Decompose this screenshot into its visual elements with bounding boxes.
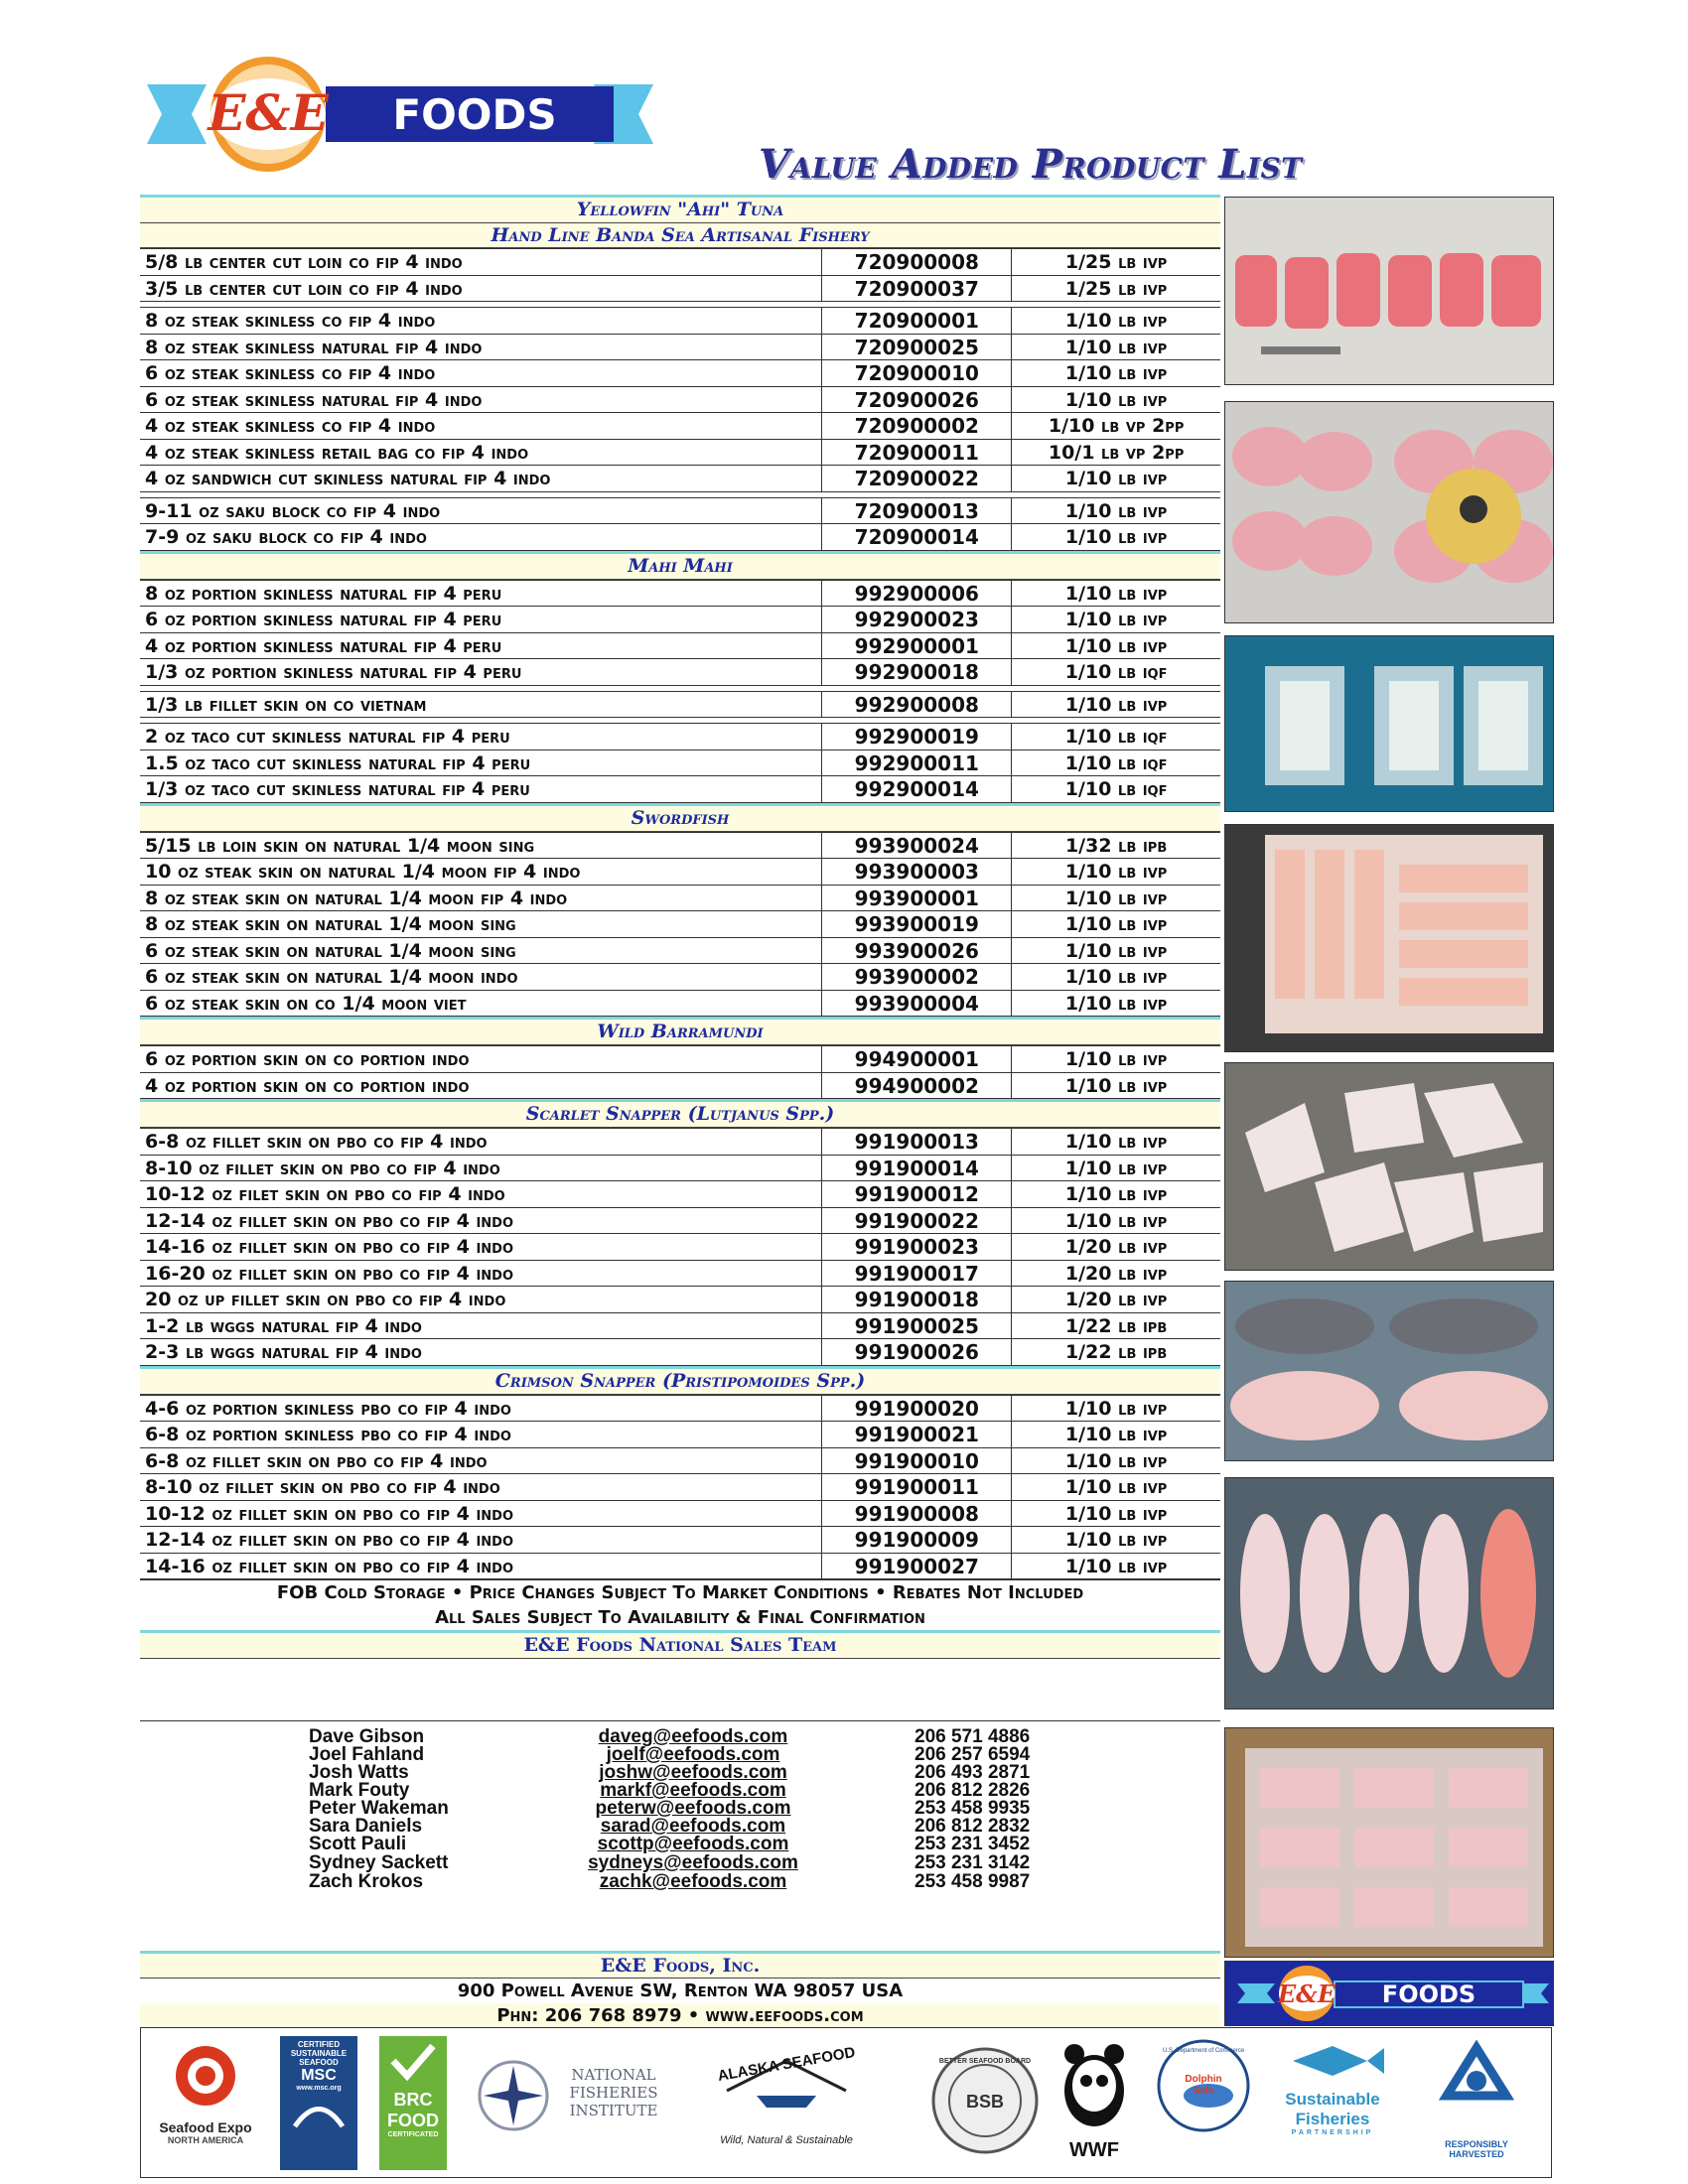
product-description: 8-10 oz fillet skin on pbo co fip 4 indo [140, 1474, 822, 1500]
pack-size: 1/20 lb ivp [1064, 1262, 1168, 1285]
product-description: 4 oz sandwich cut skinless natural fip 4 indo [140, 466, 822, 491]
table-row [140, 1313, 1220, 1340]
product-description: 6 oz steak skin on co 1/4 moon viet [140, 991, 822, 1017]
pack-size: 1/10 lb ivp [1064, 861, 1168, 883]
team-member-email[interactable]: joshw@eefoods.com [599, 1762, 787, 1783]
section-title: Mahi Mahi [140, 551, 1220, 580]
product-table [140, 195, 1220, 1659]
photo-fillets-in-box [1224, 1727, 1554, 1958]
product-code: 993900026 [822, 938, 1012, 964]
product-description: 6-8 oz portion skinless pbo co fip 4 indo [140, 1422, 822, 1447]
table-row [140, 911, 1220, 938]
alaska-seafood-logo: ALASKA SEAFOOD Wild, Natural & Sustainable [716, 2043, 857, 2146]
product-code: 993900002 [822, 964, 1012, 990]
product-code: 992900001 [822, 633, 1012, 659]
pack-size: 1/10 lb ivp [1064, 939, 1168, 962]
pack-size: 1/10 lb ivp [1064, 582, 1168, 605]
table-row [140, 360, 1220, 387]
product-description: 8 oz steak skin on natural 1/4 moon fip 4 indo [140, 886, 822, 911]
brc-food-logo: BRC FOOD CERTIFICATED [379, 2036, 447, 2170]
photo-swordfish-loins [1224, 824, 1554, 1052]
product-description: 12-14 oz fillet skin on pbo co fip 4 indo [140, 1527, 822, 1553]
table-row [140, 751, 1220, 777]
table-row [140, 659, 1220, 686]
table-row [140, 1073, 1220, 1100]
product-code: 720900025 [822, 335, 1012, 360]
pack-size: 1/10 lb ivp [1064, 1449, 1168, 1472]
product-description: 6 oz steak skin on natural 1/4 moon sing [140, 938, 822, 964]
section-title: Swordfish [140, 803, 1220, 832]
product-code: 720900013 [822, 498, 1012, 524]
sales-team-title: E&E Foods National Sales Team [140, 1630, 1220, 1659]
product-description: 1.5 oz taco cut skinless natural fip 4 peru [140, 751, 822, 776]
product-code: 992900008 [822, 692, 1012, 718]
pack-size: 1/10 lb ivp [1064, 609, 1168, 630]
product-description: 8 oz portion skinless natural fip 4 peru [140, 581, 822, 607]
product-code: 992900006 [822, 581, 1012, 607]
team-member-name: Joel Fahland [309, 1744, 425, 1765]
product-description: 8 oz steak skinless natural fip 4 indo [140, 335, 822, 360]
table-row [140, 580, 1220, 608]
pack-size: 1/10 lb ivp [1064, 1502, 1168, 1525]
product-description: 6-8 oz fillet skin on pbo co fip 4 indo [140, 1129, 822, 1155]
product-code: 991900011 [822, 1474, 1012, 1500]
team-member-email[interactable]: joelf@eefoods.com [606, 1744, 780, 1765]
pack-size: 1/10 lb ivp [1064, 887, 1168, 909]
team-member-email[interactable]: scottp@eefoods.com [597, 1834, 789, 1854]
table-row [140, 466, 1220, 492]
team-member-phone: 206 571 4886 [914, 1726, 1031, 1747]
team-member-phone: 253 458 9935 [914, 1798, 1031, 1819]
product-description: 10-12 oz filet skin on pbo co fip 4 indo [140, 1181, 822, 1207]
pack-size: 1/10 lb ivp [1064, 1555, 1168, 1577]
team-member-name: Peter Wakeman [309, 1798, 449, 1819]
photo-mahi-portions [1224, 635, 1554, 812]
footer-logo-box [1224, 1961, 1554, 2026]
product-description: 6 oz steak skinless co fip 4 indo [140, 360, 822, 386]
product-code: 991900010 [822, 1448, 1012, 1474]
section-title: Yellowfin "Ahi" Tuna [140, 195, 1220, 223]
photo-barramundi-portions [1224, 1062, 1554, 1271]
seafood-expo-logo: Seafood Expo NORTH AMERICA [151, 2036, 260, 2170]
product-description: 3/5 lb center cut loin co fip 4 indo [140, 276, 822, 302]
pack-size: 1/20 lb ivp [1064, 1236, 1168, 1258]
pack-size: 1/10 lb iqf [1064, 726, 1168, 748]
product-description: 6 oz portion skin on co portion indo [140, 1046, 822, 1072]
product-code: 991900018 [822, 1287, 1012, 1312]
team-member-row [140, 1869, 1220, 1894]
table-row [140, 964, 1220, 991]
product-code: 991900013 [822, 1129, 1012, 1155]
product-description: 4-6 oz portion skinless pbo co fip 4 indo [140, 1396, 822, 1422]
product-description: 14-16 oz fillet skin on pbo co fip 4 indo [140, 1554, 822, 1579]
team-member-email[interactable]: sarad@eefoods.com [600, 1816, 786, 1837]
pack-size: 1/10 lb ivp [1064, 388, 1168, 411]
product-description: 4 oz steak skinless retail bag co fip 4 indo [140, 440, 822, 466]
pack-size: 1/10 lb iqf [1064, 661, 1168, 683]
dolphin-safe-logo: U.S. Department of Commerce Dolphin Safe [1154, 2036, 1253, 2170]
product-code: 991900014 [822, 1156, 1012, 1181]
pack-size: 10/1 lb vp 2pp [1048, 441, 1185, 464]
national-fisheries-institute-logo: NATIONAL FISHERIES INSTITUTE [474, 2036, 672, 2170]
section-title: Crimson Snapper (Pristipomoides Spp.) [140, 1366, 1220, 1395]
product-description: 14-16 oz fillet skin on pbo co fip 4 indo [140, 1234, 822, 1260]
product-description: 1-2 lb wggs natural fip 4 indo [140, 1313, 822, 1339]
table-row [140, 307, 1220, 335]
product-code: 991900021 [822, 1422, 1012, 1447]
product-description: 4 oz portion skin on co portion indo [140, 1073, 822, 1099]
team-member-email[interactable]: peterw@eefoods.com [595, 1798, 791, 1819]
pack-size: 1/10 lb ivp [1064, 336, 1168, 358]
product-description: 4 oz portion skinless natural fip 4 peru [140, 633, 822, 659]
table-row [140, 1448, 1220, 1475]
product-description: 2-3 lb wggs natural fip 4 indo [140, 1339, 822, 1365]
table-row [140, 1208, 1220, 1235]
company-footer [140, 1951, 1220, 2028]
section-subtitle: Hand Line Banda Sea Artisanal Fishery [140, 223, 1220, 248]
pack-size: 1/10 lb ivp [1064, 526, 1168, 548]
msc-logo: CERTIFIED SUSTAINABLE SEAFOOD MSC www.msc.org [280, 2036, 357, 2170]
team-member-name: Mark Fouty [309, 1780, 410, 1801]
product-description: 8 oz steak skin on natural 1/4 moon sing [140, 911, 822, 937]
product-code: 992900014 [822, 776, 1012, 802]
product-description: 6-8 oz fillet skin on pbo co fip 4 indo [140, 1448, 822, 1474]
product-code: 991900009 [822, 1527, 1012, 1553]
table-row [140, 387, 1220, 414]
product-description: 6 oz portion skinless natural fip 4 peru [140, 607, 822, 632]
product-code: 720900002 [822, 413, 1012, 439]
logo-foods-text: FOODS [392, 90, 557, 139]
pack-size: 1/10 lb ivp [1064, 1424, 1168, 1445]
product-code: 993900004 [822, 991, 1012, 1017]
pack-size: 1/10 lb ivp [1064, 1131, 1168, 1153]
table-row [140, 1339, 1220, 1366]
photo-tuna-steaks [1224, 401, 1554, 623]
company-address: 900 Powell Avenue SW, Renton WA 98057 USA [457, 1980, 904, 2001]
product-code: 991900025 [822, 1313, 1012, 1339]
product-code: 991900012 [822, 1181, 1012, 1207]
pack-size: 1/10 lb ivp [1064, 362, 1168, 384]
product-code: 993900001 [822, 886, 1012, 911]
footer-logo-foods-text: FOODS [1381, 1980, 1477, 2008]
product-code: 720900037 [822, 276, 1012, 302]
wwf-panda-logo: WWF [1055, 2036, 1134, 2170]
table-row [140, 413, 1220, 440]
team-member-name: Zach Krokos [309, 1871, 424, 1892]
pack-size: 1/10 lb ivp [1064, 310, 1168, 332]
product-code: 720900026 [822, 387, 1012, 413]
product-description: 6 oz steak skin on natural 1/4 moon indo [140, 964, 822, 990]
pack-size: 1/25 lb ivp [1064, 277, 1168, 300]
product-code: 720900008 [822, 249, 1012, 275]
pack-size: 1/10 lb ivp [1064, 1476, 1168, 1498]
table-row [140, 1156, 1220, 1182]
product-code: 720900011 [822, 440, 1012, 466]
table-row [140, 1422, 1220, 1448]
table-row [140, 991, 1220, 1018]
product-code: 991900022 [822, 1208, 1012, 1234]
table-row [140, 607, 1220, 633]
table-row [140, 938, 1220, 965]
product-code: 992900011 [822, 751, 1012, 776]
sales-team-list [140, 1720, 1220, 1952]
product-description: 7-9 oz saku block co fip 4 indo [140, 524, 822, 550]
product-description: 12-14 oz fillet skin on pbo co fip 4 indo [140, 1208, 822, 1234]
better-seafood-board-logo: BETTER SEAFOOD BOARD BSB [930, 2036, 1040, 2170]
team-member-email[interactable]: markf@eefoods.com [600, 1780, 786, 1801]
company-name: E&E Foods, Inc. [140, 1951, 1220, 1979]
product-code: 992900019 [822, 724, 1012, 750]
responsibly-harvested-logo: RESPONSIBLY HARVESTED [1417, 2036, 1536, 2170]
table-row [140, 497, 1220, 525]
table-row [140, 1474, 1220, 1501]
table-row [140, 776, 1220, 803]
team-member-phone: 253 231 3142 [914, 1852, 1031, 1873]
table-row [140, 1287, 1220, 1313]
product-description: 10 oz steak skin on natural 1/4 moon fip 4 indo [140, 859, 822, 885]
product-description: 2 oz taco cut skinless natural fip 4 peru [140, 724, 822, 750]
team-member-name: Sara Daniels [309, 1816, 423, 1837]
pack-size: 1/10 lb ivp [1064, 966, 1168, 988]
team-member-name: Dave Gibson [309, 1726, 425, 1747]
team-member-phone: 206 812 2826 [914, 1780, 1031, 1801]
team-member-phone: 206 257 6594 [914, 1744, 1031, 1765]
pack-size: 1/10 lb ivp [1064, 693, 1168, 716]
product-code: 991900020 [822, 1396, 1012, 1422]
product-description: 4 oz steak skinless co fip 4 indo [140, 413, 822, 439]
page-title: Value Added Product List [759, 141, 1303, 188]
table-row [140, 1045, 1220, 1073]
table-row [140, 440, 1220, 467]
team-member-phone: 253 231 3452 [914, 1834, 1031, 1854]
table-row [140, 1554, 1220, 1580]
table-row [140, 832, 1220, 860]
product-description: 8 oz steak skinless co fip 4 indo [140, 308, 822, 334]
pack-size: 1/25 lb ivp [1064, 251, 1168, 273]
pack-size: 1/10 lb ivp [1064, 1074, 1168, 1097]
product-code: 991900026 [822, 1339, 1012, 1365]
team-member-name: Josh Watts [309, 1762, 409, 1783]
pack-size: 1/10 lb ivp [1064, 1048, 1168, 1070]
team-member-email[interactable]: sydneys@eefoods.com [588, 1852, 798, 1873]
table-row [140, 524, 1220, 551]
product-code: 992900023 [822, 607, 1012, 632]
pack-size: 1/22 lb ipb [1064, 1341, 1168, 1363]
pack-size: 1/10 lb iqf [1064, 778, 1168, 800]
pack-size: 1/32 lb ipb [1064, 834, 1168, 857]
table-row [140, 723, 1220, 751]
photo-crimson-snapper-fillets [1224, 1477, 1554, 1709]
table-row [140, 1527, 1220, 1554]
pack-size: 1/10 lb ivp [1064, 1183, 1168, 1205]
product-code: 991900027 [822, 1554, 1012, 1579]
table-row [140, 886, 1220, 912]
table-row [140, 1234, 1220, 1261]
terms-note: FOB Cold Storage • Price Changes Subject To Market Conditions • Rebates Not Included [140, 1579, 1220, 1605]
pack-size: 1/10 lb iqf [1064, 751, 1168, 774]
product-code: 720900014 [822, 524, 1012, 550]
product-code: 994900002 [822, 1073, 1012, 1099]
team-member-email[interactable]: daveg@eefoods.com [598, 1726, 788, 1747]
team-member-phone: 206 812 2832 [914, 1816, 1031, 1837]
table-row [140, 633, 1220, 660]
product-code: 993900003 [822, 859, 1012, 885]
product-description: 8-10 oz fillet skin on pbo co fip 4 indo [140, 1156, 822, 1181]
pack-size: 1/20 lb ivp [1064, 1289, 1168, 1310]
product-code: 992900018 [822, 659, 1012, 685]
team-member-name: Sydney Sackett [309, 1852, 449, 1873]
company-contact: Phn: 206 768 8979 • www.eefoods.com [140, 2003, 1220, 2028]
product-code: 720900022 [822, 466, 1012, 491]
product-code: 991900023 [822, 1234, 1012, 1260]
pack-size: 1/10 lb ivp [1064, 913, 1168, 935]
sustainable-fisheries-partnership-logo: Sustainable Fisheries PARTNERSHIP [1273, 2036, 1392, 2170]
pack-size: 1/10 lb vp 2pp [1048, 415, 1185, 437]
pack-size: 1/10 lb ivp [1064, 1157, 1168, 1179]
terms-note: All Sales Subject To Availability & Final Confirmation [435, 1607, 925, 1628]
product-code: 993900019 [822, 911, 1012, 937]
table-row [140, 1128, 1220, 1156]
product-code: 991900008 [822, 1501, 1012, 1527]
photo-scarlet-snapper-fillets [1224, 1281, 1554, 1461]
table-row [140, 1501, 1220, 1528]
table-row [140, 1395, 1220, 1423]
product-code: 994900001 [822, 1046, 1012, 1072]
section-title: Wild Barramundi [140, 1017, 1220, 1045]
pack-size: 1/10 lb ivp [1064, 1529, 1168, 1551]
pack-size: 1/10 lb ivp [1064, 499, 1168, 522]
product-description: 5/8 lb center cut loin co fip 4 indo [140, 249, 822, 275]
product-description: 5/15 lb loin skin on natural 1/4 moon sing [140, 833, 822, 859]
photo-tuna-loins [1224, 197, 1554, 385]
product-description: 16-20 oz fillet skin on pbo co fip 4 indo [140, 1261, 822, 1287]
table-row [140, 691, 1220, 719]
product-code: 720900001 [822, 308, 1012, 334]
product-description: 20 oz up fillet skin on pbo co fip 4 indo [140, 1287, 822, 1312]
product-code: 991900017 [822, 1261, 1012, 1287]
team-member-name: Scott Pauli [309, 1834, 407, 1854]
logo-ee-text: E&E [208, 83, 329, 142]
pack-size: 1/22 lb ipb [1064, 1314, 1168, 1337]
pack-size: 1/10 lb ivp [1064, 634, 1168, 657]
pack-size: 1/10 lb ivp [1064, 468, 1168, 489]
table-row [140, 859, 1220, 886]
table-row [140, 1181, 1220, 1208]
product-code: 720900010 [822, 360, 1012, 386]
product-description: 6 oz steak skinless natural fip 4 indo [140, 387, 822, 413]
team-member-email[interactable]: zachk@eefoods.com [599, 1871, 787, 1892]
product-description: 1/3 oz taco cut skinless natural fip 4 peru [140, 776, 822, 802]
product-code: 993900024 [822, 833, 1012, 859]
table-row [140, 335, 1220, 361]
ee-foods-logo [147, 55, 653, 174]
product-description: 10-12 oz fillet skin on pbo co fip 4 indo [140, 1501, 822, 1527]
pack-size: 1/10 lb ivp [1064, 1397, 1168, 1420]
table-row [140, 248, 1220, 276]
product-description: 9-11 oz saku block co fip 4 indo [140, 498, 822, 524]
product-description: 1/3 lb fillet skin on co vietnam [140, 692, 822, 718]
pack-size: 1/10 lb ivp [1064, 1209, 1168, 1232]
team-member-phone: 206 493 2871 [914, 1762, 1031, 1783]
product-description: 1/3 oz portion skinless natural fip 4 peru [140, 659, 822, 685]
certification-logos [140, 2027, 1552, 2178]
section-title: Scarlet Snapper (Lutjanus Spp.) [140, 1099, 1220, 1128]
team-member-phone: 253 458 9987 [914, 1871, 1031, 1892]
table-row [140, 276, 1220, 303]
footer-logo-ee-text: E&E [1277, 1979, 1336, 2008]
table-row [140, 1261, 1220, 1288]
pack-size: 1/10 lb ivp [1064, 992, 1168, 1015]
